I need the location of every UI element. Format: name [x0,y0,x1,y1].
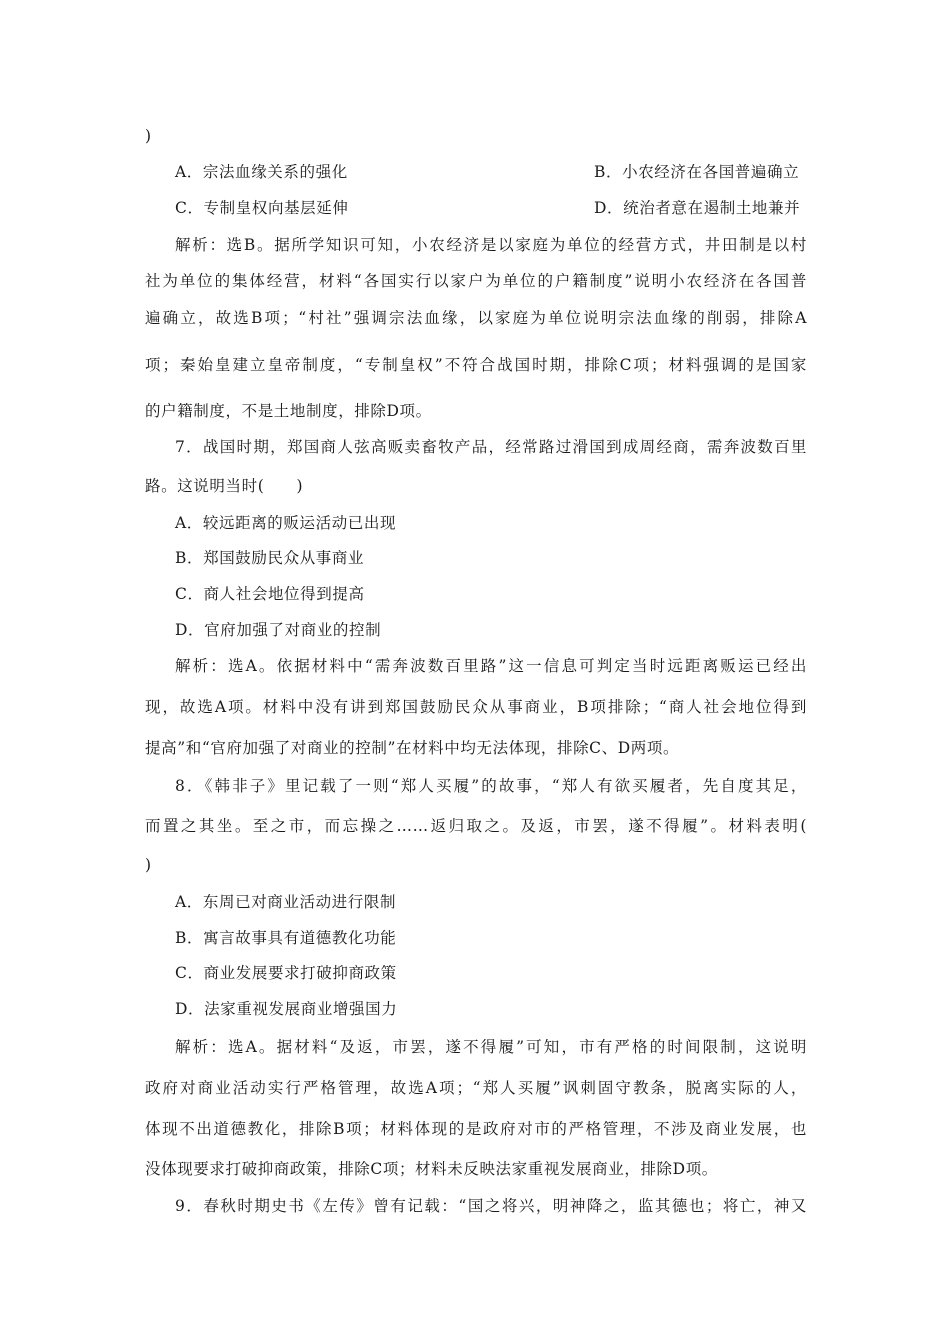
q6-analysis-line: 解析：选B。据所学知识可知，小农经济是以家庭为单位的经营方式，井田制是以村 [175,236,807,254]
q6-analysis-line: 遍确立，故选B项；“村社”强调宗法血缘，以家庭为单位说明宗法血缘的削弱，排除A [145,309,807,327]
q8-option-b: B．寓言故事具有道德教化功能 [175,929,397,947]
q8-option-c: C．商业发展要求打破抑商政策 [175,964,397,982]
q7-option-c: C．商人社会地位得到提高 [175,585,365,603]
q8-stem-line: ) [145,856,152,874]
q8-option-d: D．法家重视发展商业增强国力 [175,1000,398,1018]
q7-analysis-line: 提高”和“官府加强了对商业的控制”在材料中均无法体现，排除C、D两项。 [145,739,680,757]
q7-stem-line: 7．战国时期，郑国商人弦高贩卖畜牧产品，经常路过滑国到成周经商，需奔波数百里 [175,438,807,456]
q8-analysis-line: 体现不出道德教化，排除B项；材料体现的是政府对市的严格管理，不涉及商业发展，也 [145,1120,807,1138]
q6-analysis-line: 社为单位的集体经营，材料“各国实行以家户为单位的户籍制度”说明小农经济在各国普 [145,272,807,290]
q6-option-c: C．专制皇权向基层延伸 [175,199,349,217]
q7-analysis-line: 解析：选A。依据材料中“需奔波数百里路”这一信息可判定当时远距离贩运已经出 [175,657,807,675]
q8-analysis-line: 政府对商业活动实行严格管理，故选A项；“郑人买履”讽刺固守教条，脱离实际的人， [145,1079,807,1097]
q8-stem-line: 8．《韩非子》里记载了一则“郑人买履”的故事，“郑人有欲买履者，先自度其足， [175,777,807,795]
q7-option-a: A．较远距离的贩运活动已出现 [175,514,397,532]
q6-analysis-line: 项；秦始皇建立皇帝制度，“专制皇权”不符合战国时期，排除C项；材料强调的是国家 [145,356,807,374]
q7-stem-line: 路。这说明当时( ) [145,477,304,495]
q6-analysis-line: 的户籍制度，不是土地制度，排除D项。 [145,402,432,420]
q6-option-a: A．宗法血缘关系的强化 [175,163,348,181]
q9-stem-line: 9．春秋时期史书《左传》曾有记载：“国之将兴，明神降之，监其德也；将亡，神又 [175,1197,807,1215]
q7-option-d: D．官府加强了对商业的控制 [175,621,382,639]
q8-analysis-line: 没体现要求打破抑商政策，排除C项；材料未反映法家重视发展商业，排除D项。 [145,1160,718,1178]
q6-option-d: D．统治者意在遏制土地兼并 [594,199,801,217]
q8-analysis-line: 解析：选A。据材料“及返，市罢，遂不得履”可知，市有严格的时间限制，这说明 [175,1038,807,1056]
q6-stem-end: ) [145,127,152,145]
q7-analysis-line: 现，故选A项。材料中没有讲到郑国鼓励民众从事商业，B项排除；“商人社会地位得到 [145,698,807,716]
q8-option-a: A．东周已对商业活动进行限制 [175,893,397,911]
q8-stem-line: 而置之其坐。至之市，而忘操之……返归取之。及返，市罢，遂不得履”。材料表明( [145,817,807,835]
q6-option-b: B．小农经济在各国普遍确立 [594,163,800,181]
q7-option-b: B．郑国鼓励民众从事商业 [175,549,365,567]
